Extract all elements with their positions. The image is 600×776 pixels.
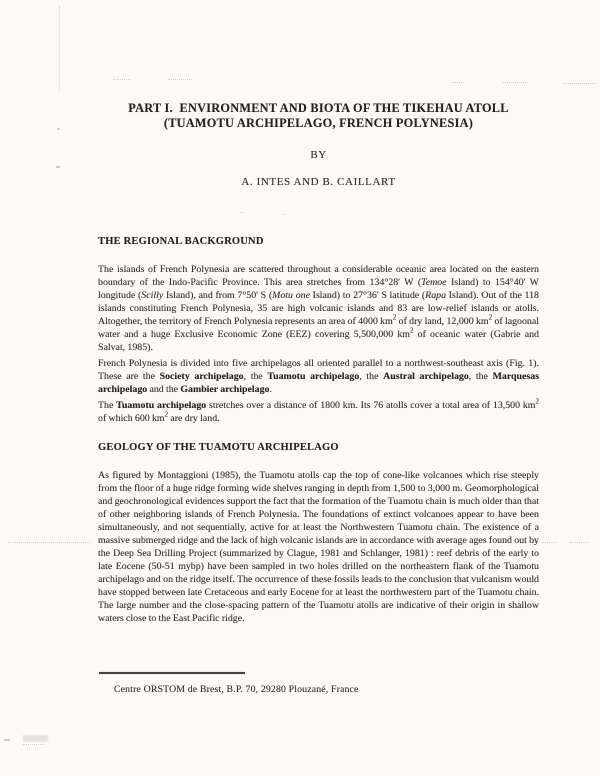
section-heading: THE REGIONAL BACKGROUND bbox=[98, 236, 264, 247]
section-heading: GEOLOGY OF THE TUAMOTU ARCHIPELAGO bbox=[98, 442, 339, 453]
body-paragraph: The islands of French Polynesia are scattered throughout a considerable oceanic area located on the eastern boundary of the Indo-Pacific Province. This area stretches from 134°28' W (Temoe Island) to 154°40' W longitude (Scilly Island), and from 7°50' S (Motu one Island) to 27°36' S latitude (Rapa Island). Out of the 118 islands constituting French Polynesia, 35 are high volcanic islands and 83 are low-relief islands or atolls. Altogether, the territory of French Polynesia represents an area of 4000 $km^2$ of dry land, 12,000 $km^2$ of lagoonal water and a huge Exclusive Economic Zone (EEZ) covering 5,500,000 $km^2$ of oceanic water (Gabrie and Salvat, 1985). bbox=[98, 264, 539, 353]
scan-artifact-left-tick-1 bbox=[57, 128, 60, 130]
scan-artifact-bottom-smudge bbox=[23, 735, 48, 742]
footnote-rule bbox=[99, 672, 245, 674]
scan-artifact-top-dash-5 bbox=[563, 83, 597, 84]
byline: BY bbox=[310, 149, 327, 161]
authors: A. INTES AND B. CAILLART bbox=[241, 176, 396, 188]
section-0 bbox=[98, 236, 539, 428]
page-title-subtitle: (TUAMOTU ARCHIPELAGO, FRENCH POLYNESIA) bbox=[163, 116, 474, 130]
scan-artifact-midleft-dash bbox=[8, 542, 90, 543]
title-block bbox=[98, 101, 539, 131]
body-paragraph: The Tuamotu archipelago stretches over a distance of 1800 km. Its 76 atolls cover a total area of 13,500 $km^2$ of which 600 $km^2$ are dry land. bbox=[98, 397, 539, 424]
scan-artifact-top-dash-2 bbox=[168, 79, 192, 80]
scan-artifact-top-dash-1 bbox=[113, 79, 131, 80]
scan-artifact-mid-speck-1 bbox=[240, 212, 244, 213]
scan-artifact-top-dash-4 bbox=[503, 82, 528, 83]
scan-artifact-top-dash-3 bbox=[452, 82, 464, 83]
body-paragraph: As figured by Montaggioni (1985), the Tuamotu atolls cap the top of cone-like volcanoes which rise steeply from the floor of a huge ridge forming wide shelves ranging in depth from 1,500 to 3,000 m. Geomorphological and geochronological evidences support the fact that the formation of the Tuamotu chain is much older than that of other neighboring islands of French Polynesia. The foundations of extinct volcanoes appear to have been simultaneously, and not sequentially, active for at least the Northwestern Tuamotu chain. The existence of a massive submerged ridge and the lack of high volcanic islands are in accordance with average ages found out by the Deep Sea Drilling Project (summarized by Clague, 1981 and Schlanger, 1981) : reef debris of the early to late Eocene (50-51 mybp) have been sampled in two holes drilled on the northeastern flank of the Tuamotu archipelago and on the ridge itself. The occurrence of these fossils leads to the conclusion that vulcanism would have stopped between late Cretaceous and early Eocene for at least the northwestern part of the Tuamotu chain. The large number and the close-spacing pattern of the Tuamotu atolls are indicative of their origin in shallow waters close to the East Pacific ridge. bbox=[98, 470, 539, 624]
scan-artifact-bottom-dash bbox=[23, 744, 45, 745]
body-paragraph: French Polynesia is divided into five archipelagos all oriented parallel to a northwest-southeast axis (Fig. 1). These are the Society archipelago, the Tuamotu archipelago, the Austral archipelago, the Marquesas archipelago and the Gambier archipelago. bbox=[98, 358, 540, 395]
section-1 bbox=[98, 442, 539, 628]
scan-artifact-left-speck-column bbox=[59, 6, 60, 92]
scan-artifact-mid-speck-2 bbox=[283, 214, 286, 215]
scan-artifact-left-tick-2 bbox=[56, 166, 60, 168]
scan-artifact-midright-dash-2 bbox=[570, 542, 588, 543]
scan-artifact-bottom-speck bbox=[4, 739, 10, 741]
page-title: PART I. ENVIRONMENT AND BIOTA OF THE TIKEHAU ATOLL bbox=[128, 101, 509, 115]
footnote: Centre ORSTOM de Brest, B.P. 70, 29280 Plouzané, France bbox=[114, 684, 359, 695]
